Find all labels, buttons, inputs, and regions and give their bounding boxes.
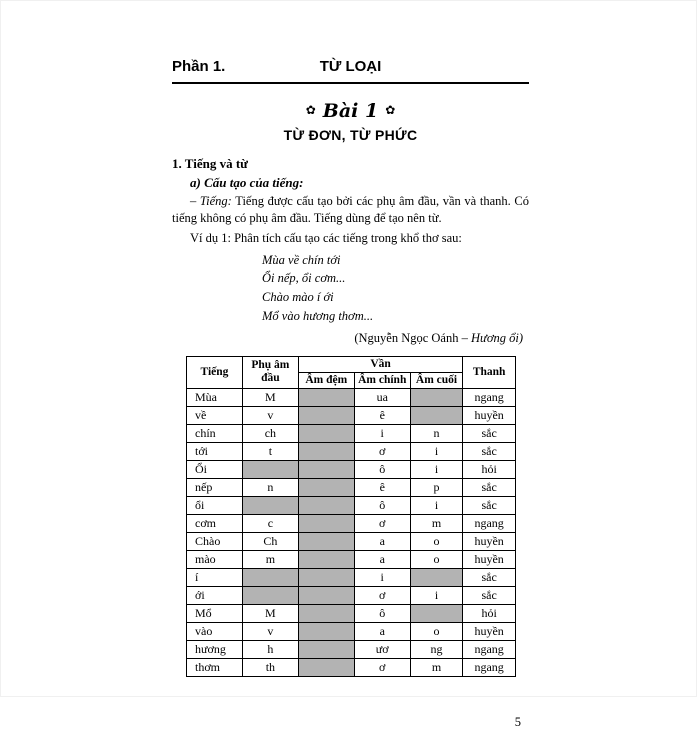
table-cell: huyền	[463, 406, 516, 424]
table-cell: ơ	[354, 514, 410, 532]
example-lead: Ví dụ 1:	[190, 230, 231, 245]
table-cell: o	[410, 532, 463, 550]
table-row	[187, 424, 516, 442]
tieng-analysis-table	[186, 356, 516, 677]
part-header	[172, 58, 529, 84]
col-header-am-dem: Âm đệm	[298, 372, 354, 388]
table-cell: o	[410, 622, 463, 640]
flower-icon-right: ✿	[385, 103, 396, 117]
table-cell: th	[242, 658, 298, 676]
table-row	[187, 658, 516, 676]
section-heading: 1. Tiếng và từ	[172, 156, 248, 171]
table-cell	[410, 568, 463, 586]
table-row	[187, 514, 516, 532]
table-row	[187, 532, 516, 550]
table-cell: i	[410, 442, 463, 460]
table-cell	[298, 496, 354, 514]
table-cell: í	[187, 568, 243, 586]
table-cell: a	[354, 622, 410, 640]
table-cell: v	[242, 406, 298, 424]
table-row	[187, 388, 516, 406]
attribution-author: (Nguyễn Ngọc Oánh –	[354, 330, 471, 345]
table-cell: ngang	[463, 640, 516, 658]
poem-line: Mổ vào hương thơm...	[262, 308, 374, 323]
table-cell: Mùa	[187, 388, 243, 406]
table-row	[187, 478, 516, 496]
table-cell: hỏi	[463, 460, 516, 478]
tieng-table-body	[187, 388, 516, 676]
table-cell: sắc	[463, 586, 516, 604]
table-cell: ua	[354, 388, 410, 406]
table-cell	[298, 622, 354, 640]
definition-paragraph	[172, 193, 529, 228]
table-cell	[298, 424, 354, 442]
lesson-title: TỪ ĐƠN, TỪ PHỨC	[283, 127, 418, 143]
table-cell: sắc	[463, 478, 516, 496]
table-row	[187, 406, 516, 424]
col-header-am-cuoi: Âm cuối	[410, 372, 463, 388]
poem-block	[262, 251, 529, 326]
section-subheading: a) Cấu tạo của tiếng:	[190, 175, 304, 190]
poem-line: Mùa về chín tới	[262, 252, 341, 267]
table-cell	[298, 514, 354, 532]
table-cell	[410, 406, 463, 424]
table-row	[187, 568, 516, 586]
table-cell: ô	[354, 604, 410, 622]
table-cell	[242, 460, 298, 478]
poem-line: Ổi nếp, ổi cơm...	[262, 271, 346, 286]
table-cell: a	[354, 532, 410, 550]
table-cell: n	[242, 478, 298, 496]
attribution-work: Hương ổi)	[470, 330, 523, 345]
table-row	[187, 496, 516, 514]
table-cell: ê	[354, 478, 410, 496]
table-cell	[298, 532, 354, 550]
table-cell: i	[354, 568, 410, 586]
table-cell	[298, 604, 354, 622]
col-header-tieng: Tiếng	[187, 356, 243, 388]
table-row	[187, 622, 516, 640]
table-cell: huyền	[463, 532, 516, 550]
table-cell	[298, 658, 354, 676]
table-cell: i	[410, 460, 463, 478]
table-cell	[298, 640, 354, 658]
table-cell: i	[410, 496, 463, 514]
table-cell: Ổi	[187, 460, 243, 478]
table-cell: vào	[187, 622, 243, 640]
table-row	[187, 640, 516, 658]
table-cell: thơm	[187, 658, 243, 676]
table-cell: Ch	[242, 532, 298, 550]
table-cell: i	[410, 586, 463, 604]
table-cell: v	[242, 622, 298, 640]
poem-attribution	[172, 331, 529, 346]
table-cell: m	[410, 514, 463, 532]
table-cell	[298, 388, 354, 406]
definition-lead: – Tiếng:	[190, 194, 232, 208]
example-body: Phân tích cấu tạo các tiếng trong khổ thơ sau:	[234, 230, 462, 245]
definition-body: Tiếng được cấu tạo bởi các phụ âm đầu, vần và thanh. Có tiếng không có phụ âm đầu. Tiếng dùng để tạo nên từ.	[172, 194, 529, 226]
table-cell: n	[410, 424, 463, 442]
table-cell: M	[242, 388, 298, 406]
table-cell: ô	[354, 460, 410, 478]
table-cell	[298, 478, 354, 496]
table-row	[187, 442, 516, 460]
table-cell: ngang	[463, 388, 516, 406]
table-cell	[242, 496, 298, 514]
table-cell: ng	[410, 640, 463, 658]
table-cell: ươ	[354, 640, 410, 658]
table-row	[187, 460, 516, 478]
table-row	[187, 586, 516, 604]
table-cell	[298, 442, 354, 460]
table-cell: nếp	[187, 478, 243, 496]
table-cell	[298, 406, 354, 424]
table-cell: sắc	[463, 442, 516, 460]
table-cell	[298, 460, 354, 478]
table-cell: cơm	[187, 514, 243, 532]
table-cell: sắc	[463, 496, 516, 514]
table-cell: mào	[187, 550, 243, 568]
table-cell: i	[354, 424, 410, 442]
table-cell: huyền	[463, 622, 516, 640]
table-cell: c	[242, 514, 298, 532]
table-row	[187, 550, 516, 568]
table-cell: p	[410, 478, 463, 496]
table-cell: t	[242, 442, 298, 460]
table-cell: Chào	[187, 532, 243, 550]
col-header-am-chinh: Âm chính	[354, 372, 410, 388]
table-cell	[298, 550, 354, 568]
flower-icon-left: ✿	[305, 103, 316, 117]
table-cell: o	[410, 550, 463, 568]
col-header-thanh: Thanh	[463, 356, 516, 388]
table-cell: ê	[354, 406, 410, 424]
table-cell: ngang	[463, 658, 516, 676]
part-label: Phần 1.	[172, 58, 226, 75]
table-cell: ơ	[354, 658, 410, 676]
lesson-badge-title: Bài 1	[322, 100, 379, 122]
table-cell: a	[354, 550, 410, 568]
table-cell: h	[242, 640, 298, 658]
col-header-phu-am-dau: Phụ âm đầu	[242, 356, 298, 388]
example-line	[172, 231, 529, 246]
table-cell	[242, 568, 298, 586]
lesson-badge	[172, 100, 529, 122]
table-cell	[298, 568, 354, 586]
table-cell: ơ	[354, 586, 410, 604]
table-cell: ch	[242, 424, 298, 442]
table-cell: hỏi	[463, 604, 516, 622]
table-row	[187, 604, 516, 622]
table-cell: tới	[187, 442, 243, 460]
col-header-van: Vần	[298, 356, 462, 372]
table-cell: ô	[354, 496, 410, 514]
table-cell: chín	[187, 424, 243, 442]
table-cell: ới	[187, 586, 243, 604]
table-cell: ơ	[354, 442, 410, 460]
table-header	[187, 356, 516, 388]
table-cell: Mổ	[187, 604, 243, 622]
table-cell: m	[410, 658, 463, 676]
table-cell: M	[242, 604, 298, 622]
table-cell: ổi	[187, 496, 243, 514]
table-cell	[298, 586, 354, 604]
part-title: TỪ LOẠI	[319, 58, 382, 75]
poem-line: Chào mào í ới	[262, 290, 334, 304]
page-number: 5	[514, 714, 521, 729]
table-cell	[242, 586, 298, 604]
table-cell: hương	[187, 640, 243, 658]
table-cell: ngang	[463, 514, 516, 532]
table-cell: sắc	[463, 424, 516, 442]
header-row-1	[187, 356, 516, 372]
table-cell: m	[242, 550, 298, 568]
table-cell: huyền	[463, 550, 516, 568]
page-content	[172, 58, 529, 730]
table-cell	[410, 388, 463, 406]
table-cell	[410, 604, 463, 622]
table-cell: về	[187, 406, 243, 424]
table-cell: sắc	[463, 568, 516, 586]
